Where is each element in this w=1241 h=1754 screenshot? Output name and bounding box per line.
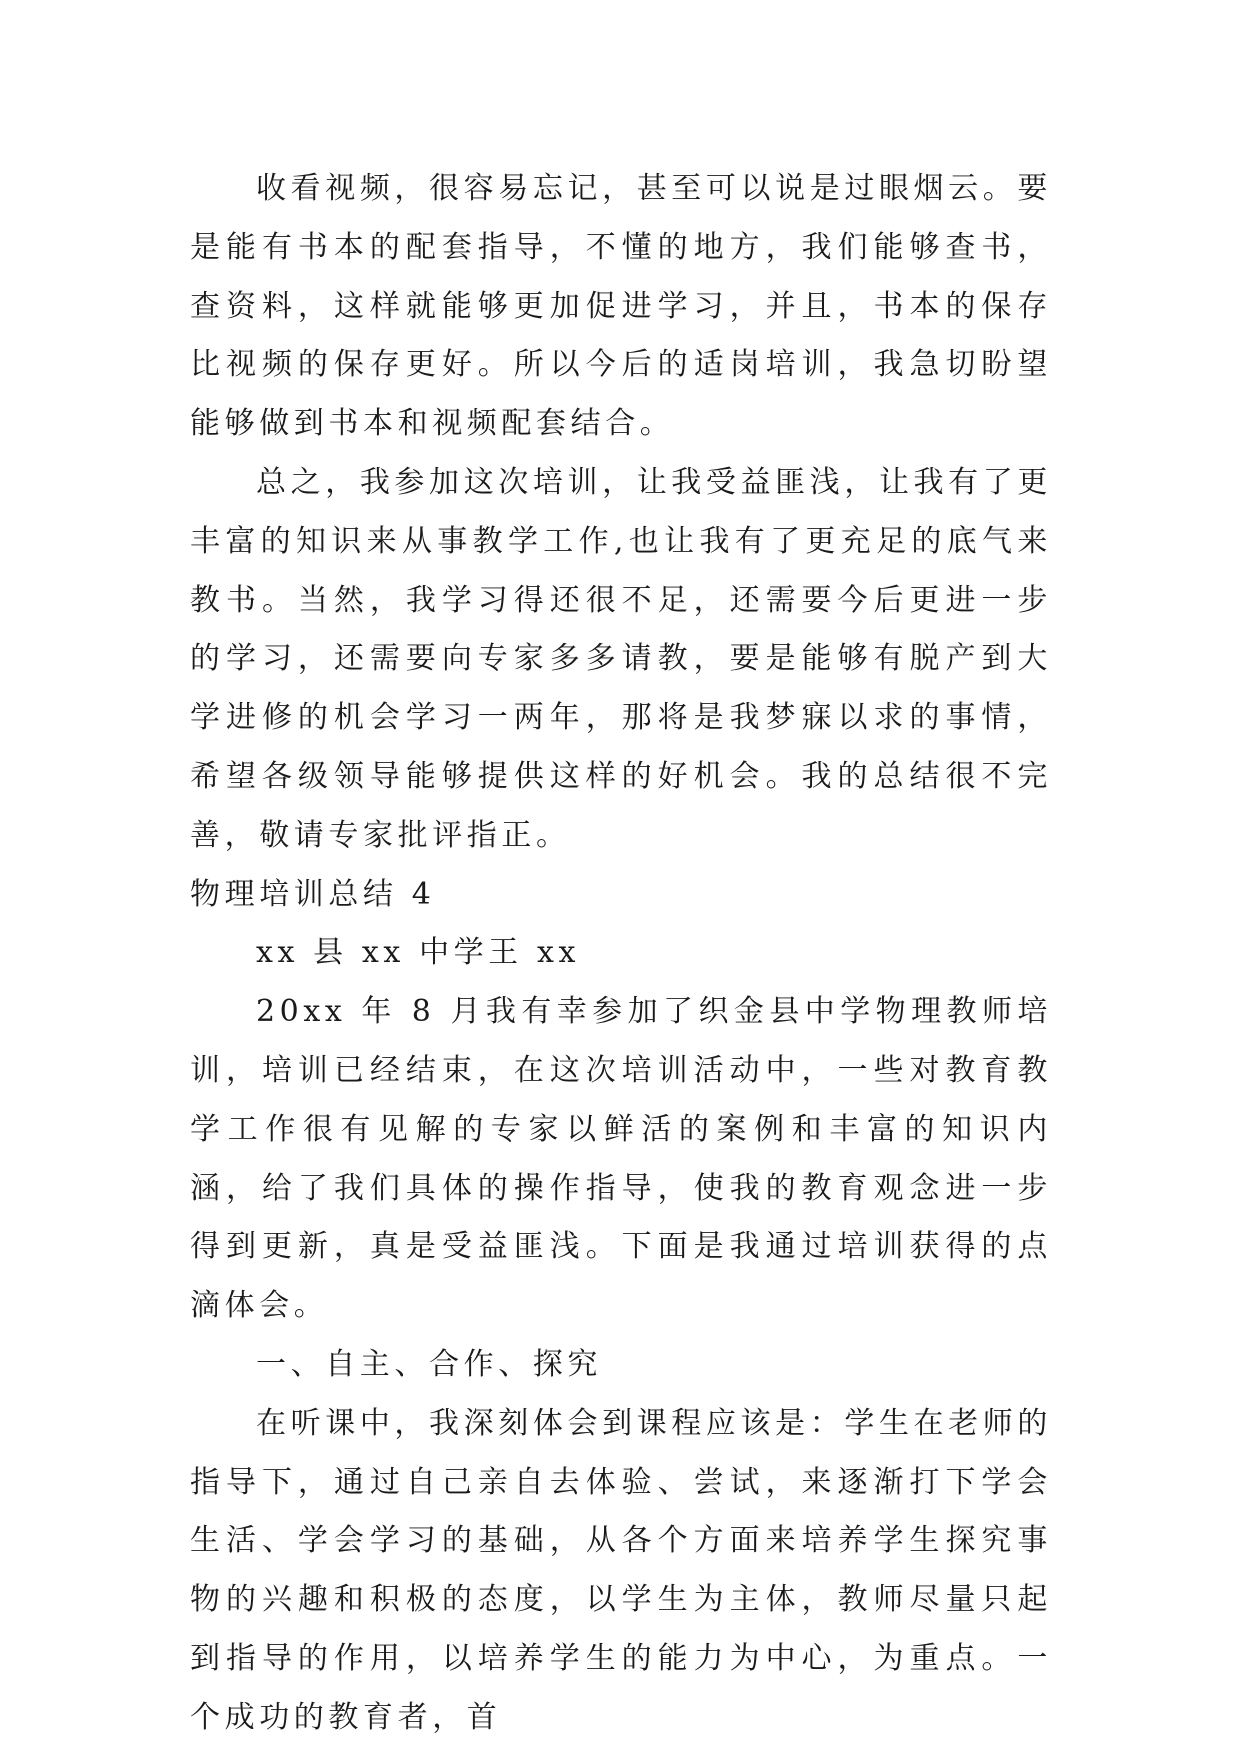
paragraph-video-books: 收看视频，很容易忘记，甚至可以说是过眼烟云。要是能有书本的配套指导，不懂的地方，我们能够查书，查资料，这样就能够更加促进学习，并且，书本的保存比视频的保存更好。所以今后的适岗培训，我急切盼望能够做到书本和视频配套结合。 xyxy=(190,171,1052,442)
paragraph-conclusion: 总之，我参加这次培训，让我受益匪浅，让我有了更丰富的知识来从事教学工作,也让我有了更充足的底气来教书。当然，我学习得还很不足，还需要今后更进一步的学习，还需要向专家多多请教，要是能够有脱产到大学进修的机会学习一两年，那将是我梦寐以求的事情，希望各级领导能够提供这样的好机会。我的总结很不完善，敬请专家批评指正。 xyxy=(190,464,1052,853)
section-title: 物理培训总结 4 xyxy=(190,876,436,912)
author-line: xx 县 xx 中学王 xx xyxy=(256,935,581,971)
paragraph-training-intro: 20xx 年 8 月我有幸参加了织金县中学物理教师培训，培训已经结束，在这次培训活动中，一些对教育教学工作很有见解的专家以鲜活的案例和丰富的知识内涵，给了我们具体的操作指导，使我的教育观念进一步得到更新，真是受益匪浅。下面是我通过培训获得的点滴体会。 xyxy=(190,994,1052,1324)
subheading-autonomy: 一、自主、合作、探究 xyxy=(256,1346,602,1382)
paragraph-classroom: 在听课中，我深刻体会到课程应该是：学生在老师的指导下，通过自己亲自去体验、尝试，来逐渐打下学会生活、学会学习的基础，从各个方面来培养学生探究事物的兴趣和积极的态度，以学生为主体，教师尽量只起到指导的作用，以培养学生的能力为中心，为重点。一个成功的教育者，首 xyxy=(190,1405,1052,1735)
document-page xyxy=(190,160,1052,1748)
